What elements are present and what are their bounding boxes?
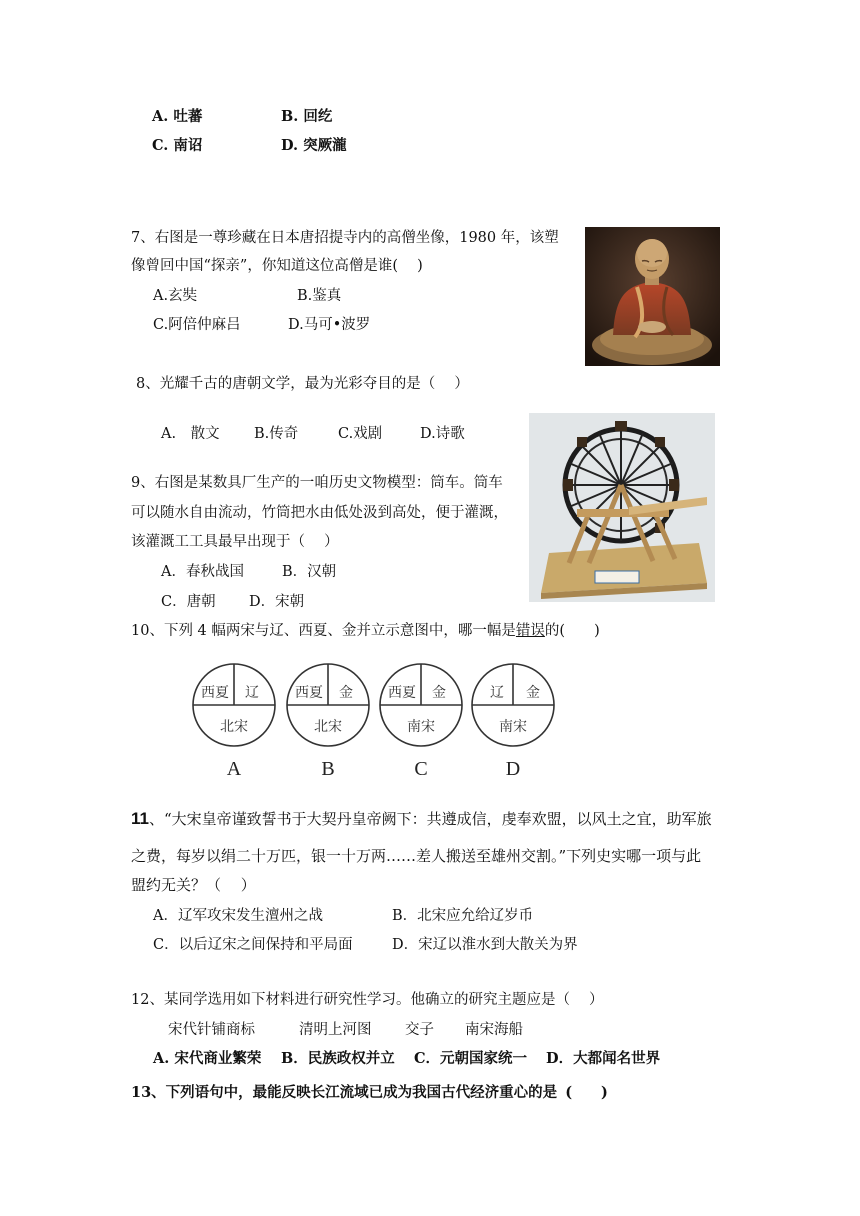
q11-option-d: D．宋辽以淮水到大散关为界 (392, 937, 578, 953)
q10-d-top-left: 辽 (490, 685, 504, 701)
q6-option-b: B. 回纥 (281, 108, 333, 125)
q8-stem: 8、光耀千古的唐朝文学，最为光彩夺目的是（ ） (136, 376, 469, 392)
q10-stem-underlined: 错误 (515, 623, 545, 639)
q10-stem-after: 的( ) (544, 623, 600, 639)
q10-diagram-d (472, 664, 554, 780)
q12-material-4: 南宋海船 (465, 1022, 523, 1038)
q10-a-letter: A (226, 758, 242, 780)
q10-diagram-c (380, 664, 462, 780)
q11-stem-line3: 盟约无关？（ ） (131, 876, 256, 894)
q10-a-bottom: 北宋 (220, 719, 248, 735)
q7-stem-line2: 像曾回中国“探亲”，你知道这位高僧是谁( ) (131, 258, 423, 274)
q10-diagram-a (193, 664, 275, 780)
monk-statue-photo (585, 227, 720, 366)
waterwheel-model-photo (529, 413, 715, 602)
q10-b-top-right: 金 (339, 685, 353, 701)
q13-stem-text: 13、下列语句中，最能反映长江流域已成为我国古代经济重心的是 (131, 1084, 558, 1101)
q11-line1-text: 、“大宋皇帝谨致誓书于大契丹皇帝阙下：共遵成信，虔奉欢盟，以风土之宜，助军旅 (148, 810, 712, 828)
q9-stem-line1: 9、右图是某数具厂生产的一咱历史文物模型：筒车。筒车 (131, 475, 503, 491)
q10-d-bottom: 南宋 (499, 719, 527, 735)
q13-answer-paren: ( ) (565, 1084, 608, 1101)
q6-option-c: C. 南诏 (152, 137, 203, 154)
q10-b-top-left: 西夏 (295, 685, 323, 701)
q9-option-b: B．汉朝 (282, 564, 337, 580)
q7-option-b: B.鉴真 (297, 288, 342, 304)
q10-stem-before: 10、下列 4 幅两宋与辽、西夏、金并立示意图中，哪一幅是 (131, 623, 516, 639)
q10-c-letter: C (414, 758, 428, 780)
q12-material-1: 宋代针铺商标 (168, 1022, 255, 1038)
q10-a-top-left: 西夏 (201, 685, 229, 701)
q12-material-3: 交子 (405, 1022, 434, 1038)
q12-option-d: D．大都闻名世界 (546, 1050, 661, 1067)
q8-option-c: C.戏剧 (338, 426, 383, 442)
q10-d-letter: D (505, 758, 521, 780)
q10-stem (131, 619, 600, 640)
q10-c-top-left: 西夏 (388, 685, 416, 701)
q9-stem-line2: 可以随水自由流动，竹筒把水由低处汲到高处，便于灌溉， (131, 505, 508, 521)
q10-d-top-right: 金 (526, 685, 540, 701)
q6-option-d: D. 突厥瀧 (281, 137, 347, 154)
q9-option-c: C．唐朝 (161, 594, 216, 610)
q8-option-d: D.诗歌 (420, 426, 465, 442)
q7-option-a: A.玄奘 (153, 288, 198, 304)
q7-option-d: D.马可•波罗 (288, 317, 371, 333)
q10-b-letter: B (321, 758, 335, 780)
q10-b-bottom: 北宋 (314, 719, 342, 735)
q11-option-c: C．以后辽宋之间保持和平局面 (153, 937, 353, 953)
q12-option-c: C．元朝国家统一 (414, 1050, 528, 1067)
q11-option-b: B．北宋应允给辽岁币 (392, 908, 534, 924)
q12-option-b: B．民族政权并立 (281, 1050, 395, 1067)
q9-stem-line3: 该灌溉工工具最早出现于（ ） (131, 534, 339, 550)
q12-material-2: 清明上河图 (299, 1022, 372, 1038)
q10-diagrams (185, 652, 565, 782)
q10-a-top-right: 辽 (245, 685, 259, 701)
q11-option-a: A．辽军攻宋发生澶州之战 (153, 908, 323, 924)
q11-stem-line1 (131, 808, 712, 829)
q13-stem (131, 1081, 608, 1102)
q10-c-top-right: 金 (432, 685, 446, 701)
q11-number: 11 (131, 809, 149, 828)
q10-c-bottom: 南宋 (407, 719, 435, 735)
q11-stem-line2: 之费，每岁以绢二十万匹，银一十万两……差人搬送至雄州交割。”下列史实哪一项与此 (131, 847, 702, 865)
q8-option-b: B.传奇 (254, 426, 299, 442)
q9-option-d: D．宋朝 (249, 594, 305, 610)
q10-diagram-b (287, 664, 369, 780)
q12-option-a: A. 宋代商业繁荣 (153, 1050, 262, 1067)
q12-stem: 12、某同学选用如下材料进行研究性学习。他确立的研究主题应是（ ） (131, 992, 604, 1008)
q6-option-a: A. 吐蕃 (152, 108, 203, 125)
q7-stem-line1: 7、右图是一尊珍藏在日本唐招提寺内的高僧坐像，1980 年，该塑 (131, 230, 559, 246)
q7-option-c: C.阿倍仲麻吕 (153, 317, 241, 333)
q8-option-a: A. 散文 (161, 426, 220, 442)
q9-option-a: A．春秋战国 (161, 564, 244, 580)
